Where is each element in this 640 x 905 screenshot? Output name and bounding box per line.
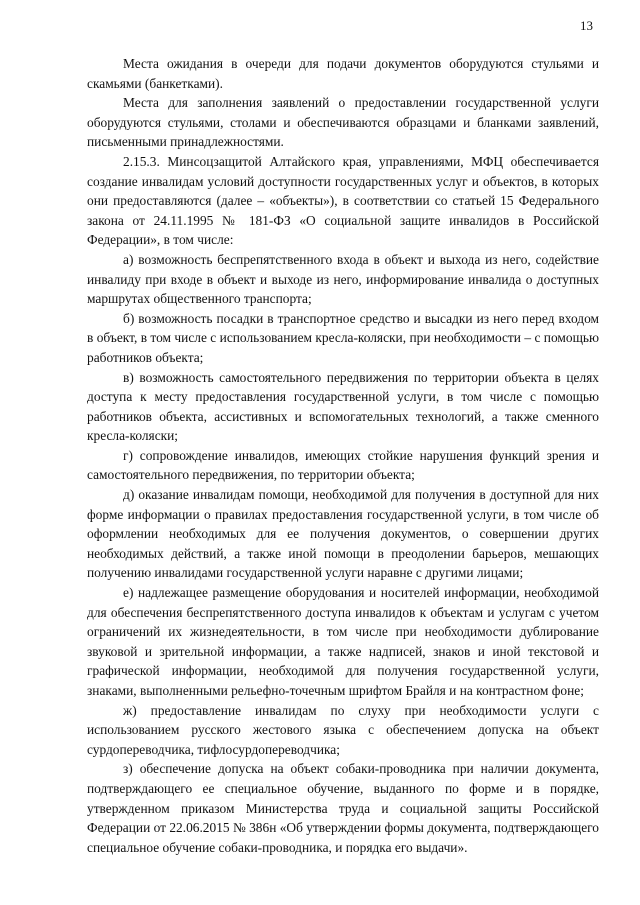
document-body: [87, 54, 599, 857]
list-item-e: е) надлежащее размещение оборудования и носителей информации, необходимой для обеспечения беспрепятственного доступа инвалидов к объектам и услугам с учетом ограничений их жизнедеятельности, в том числе при необходимости дублирование звуковой и зрительной информации, а также надписей, знаков и иной текстовой и графической информации, необходимой для получения государственной услуги, знаками, выполненными рельефно-точечным шрифтом Брайля и на контрастном фоне;: [87, 585, 599, 698]
list-item-d: д) оказание инвалидам помощи, необходимой для получения в доступной для них форме информации о правилах предоставления государственной услуги, в том числе об оформлении необходимых для ее получения документов, о совершении других необходимых действий, а также иной помощи в преодолении барьеров, мешающих получению инвалидами государственной услуги наравне с другими лицами;: [87, 487, 599, 581]
paragraph-waiting-places: Места ожидания в очереди для подачи документов оборудуются стульями и скамьями (банкетками).: [87, 56, 599, 91]
list-item-b: б) возможность посадки в транспортное средство и высадки из него перед входом в объект, в том числе с использованием кресла-коляски, при необходимости – с помощью работников объекта;: [87, 310, 599, 365]
list-item-z: з) обеспечение допуска на объект собаки-проводника при наличии документа, подтверждающего ее специальное обучение, выданного по форме и в порядке, утвержденном приказом Министерства труда и социальной защиты Российской Федерации от 22.06.2015 № 386н «Об утверждении формы документа, подтверждающего специальное обучение собаки-проводника, и порядка его выдачи».: [87, 761, 599, 855]
list-item-a: а) возможность беспрепятственного входа в объект и выхода из него, содействие инвалиду при входе в объект и выходе из него, информирование инвалида о доступных маршрутах общественного транспорта;: [87, 251, 599, 307]
paragraph-application-places: Места для заполнения заявлений о предоставлении государственной услуги оборудуются стульями, столами и обеспечиваются образцами и бланками заявлений, письменными принадлежностями.: [87, 95, 599, 150]
list-item-zh: ж) предоставление инвалидам по слуху при необходимости услуги с использованием русского жестового языка с обеспечением допуска на объект сурдопереводчика, тифлосурдопереводчика;: [87, 702, 599, 757]
page-number: 13: [580, 18, 593, 33]
list-item-g: г) сопровождение инвалидов, имеющих стойкие нарушения функций зрения и самостоятельного передвижения, по территории объекта;: [87, 447, 599, 483]
paragraph-2-15-3: 2.15.3. Минсоцзащитой Алтайского края, управлениями, МФЦ обеспечивается создание инвалидам условий доступности государственных услуг и объектов, в которых они предоставляются (далее – «объекты»), в соответствии со статьей 15 Федерального закона от 24.11.1995 № 181-ФЗ «О социальной защите инвалидов в Российской Федерации», в том числе:: [87, 153, 599, 248]
list-item-v: в) возможность самостоятельного передвижения по территории объекта в целях доступа к месту предоставления государственной услуги, в том числе с помощью работников объекта, ассистивных и вспомогательных технологий, а также сменного кресла-коляски;: [87, 369, 599, 444]
